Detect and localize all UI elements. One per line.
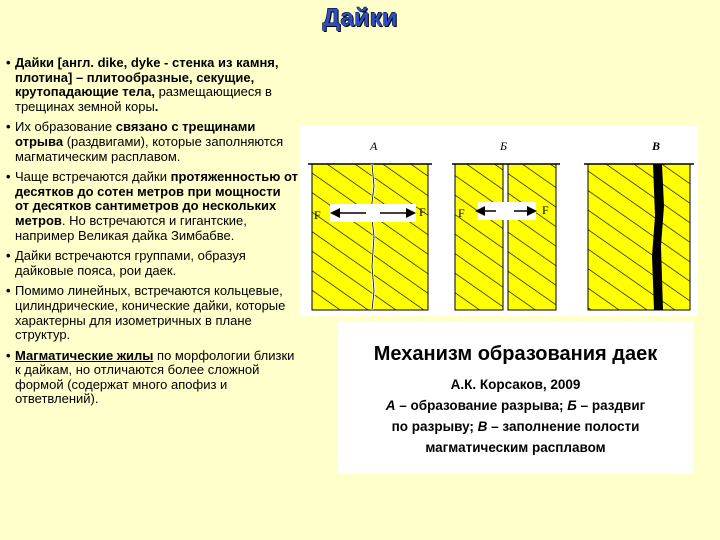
- bullet-item: [6, 170, 298, 243]
- bullet-text: связано с трещинами отрыва: [15, 119, 256, 149]
- bullet-text: Дайки встречаются группами, образуя дайковые пояса, рои даек.: [15, 248, 246, 278]
- caption-line-1: А – образование разрыва; Б – раздвиг: [385, 398, 646, 413]
- bullet-list: [6, 56, 298, 413]
- diagram-panel-c: [584, 139, 694, 310]
- bullet-text: (раздвигами), которые заполняются магматическим расплавом.: [15, 133, 284, 164]
- diagram-panel-a: [308, 139, 432, 310]
- force-label-a-right: F: [419, 205, 426, 219]
- caption-line-2: по разрыву; В – заполнение полости: [391, 419, 640, 434]
- force-label-a-left: F: [314, 208, 321, 222]
- bullet-item: [6, 56, 298, 114]
- bullet-item: [6, 349, 298, 407]
- caption-author: А.К. Корсаков, 2009: [450, 377, 581, 392]
- bullet-item: [6, 284, 298, 342]
- bullet-text: по морфологии близки к дайкам, но отличаются более сложной формой (содержат много апофиз и ответвлений).: [15, 347, 295, 407]
- diagram-panel-b: [452, 139, 560, 310]
- caption-title: Механизм образования даек: [373, 343, 658, 365]
- bullet-item: [6, 120, 298, 164]
- bullet-text: Магматические жилы: [15, 347, 154, 363]
- bullet-text: протяженностью от десятков до сотен метров при мощности от десятков сантиметров до нескольких метров: [15, 169, 298, 228]
- force-label-b-left: F: [458, 206, 465, 220]
- bullet-text: . Но встречаются и гигантские, например Великая дайка Зимбабве.: [15, 212, 247, 243]
- slide-title: Дайки: [322, 4, 398, 32]
- diagram-label-b: Б: [500, 139, 508, 153]
- force-label-b-right: F: [542, 203, 549, 217]
- bullet-item: [6, 249, 298, 278]
- caption-box: [338, 321, 693, 474]
- bullet-text: Их образование: [15, 119, 116, 135]
- diagram-label-a: А: [370, 139, 378, 153]
- dike-diagrams: [300, 126, 698, 316]
- bullet-text: Чаще встречаются дайки: [15, 169, 171, 185]
- bullet-text: Дайки [англ. dike, dyke - стенка из камня, плотина] – плитообразные, секущие, крутопадающие тела,: [15, 55, 279, 100]
- bullet-text: .: [154, 98, 159, 114]
- bullet-text: Помимо линейных, встречаются кольцевые, цилиндрические, конические дайки, которые характерны для изометричных в плане структур.: [15, 283, 286, 343]
- diagram-svg: [300, 126, 698, 316]
- diagram-label-c: В: [652, 139, 661, 153]
- bullet-text: размещающиеся в трещинах земной коры: [15, 84, 272, 114]
- caption-line-3: магматическим расплавом: [425, 440, 606, 455]
